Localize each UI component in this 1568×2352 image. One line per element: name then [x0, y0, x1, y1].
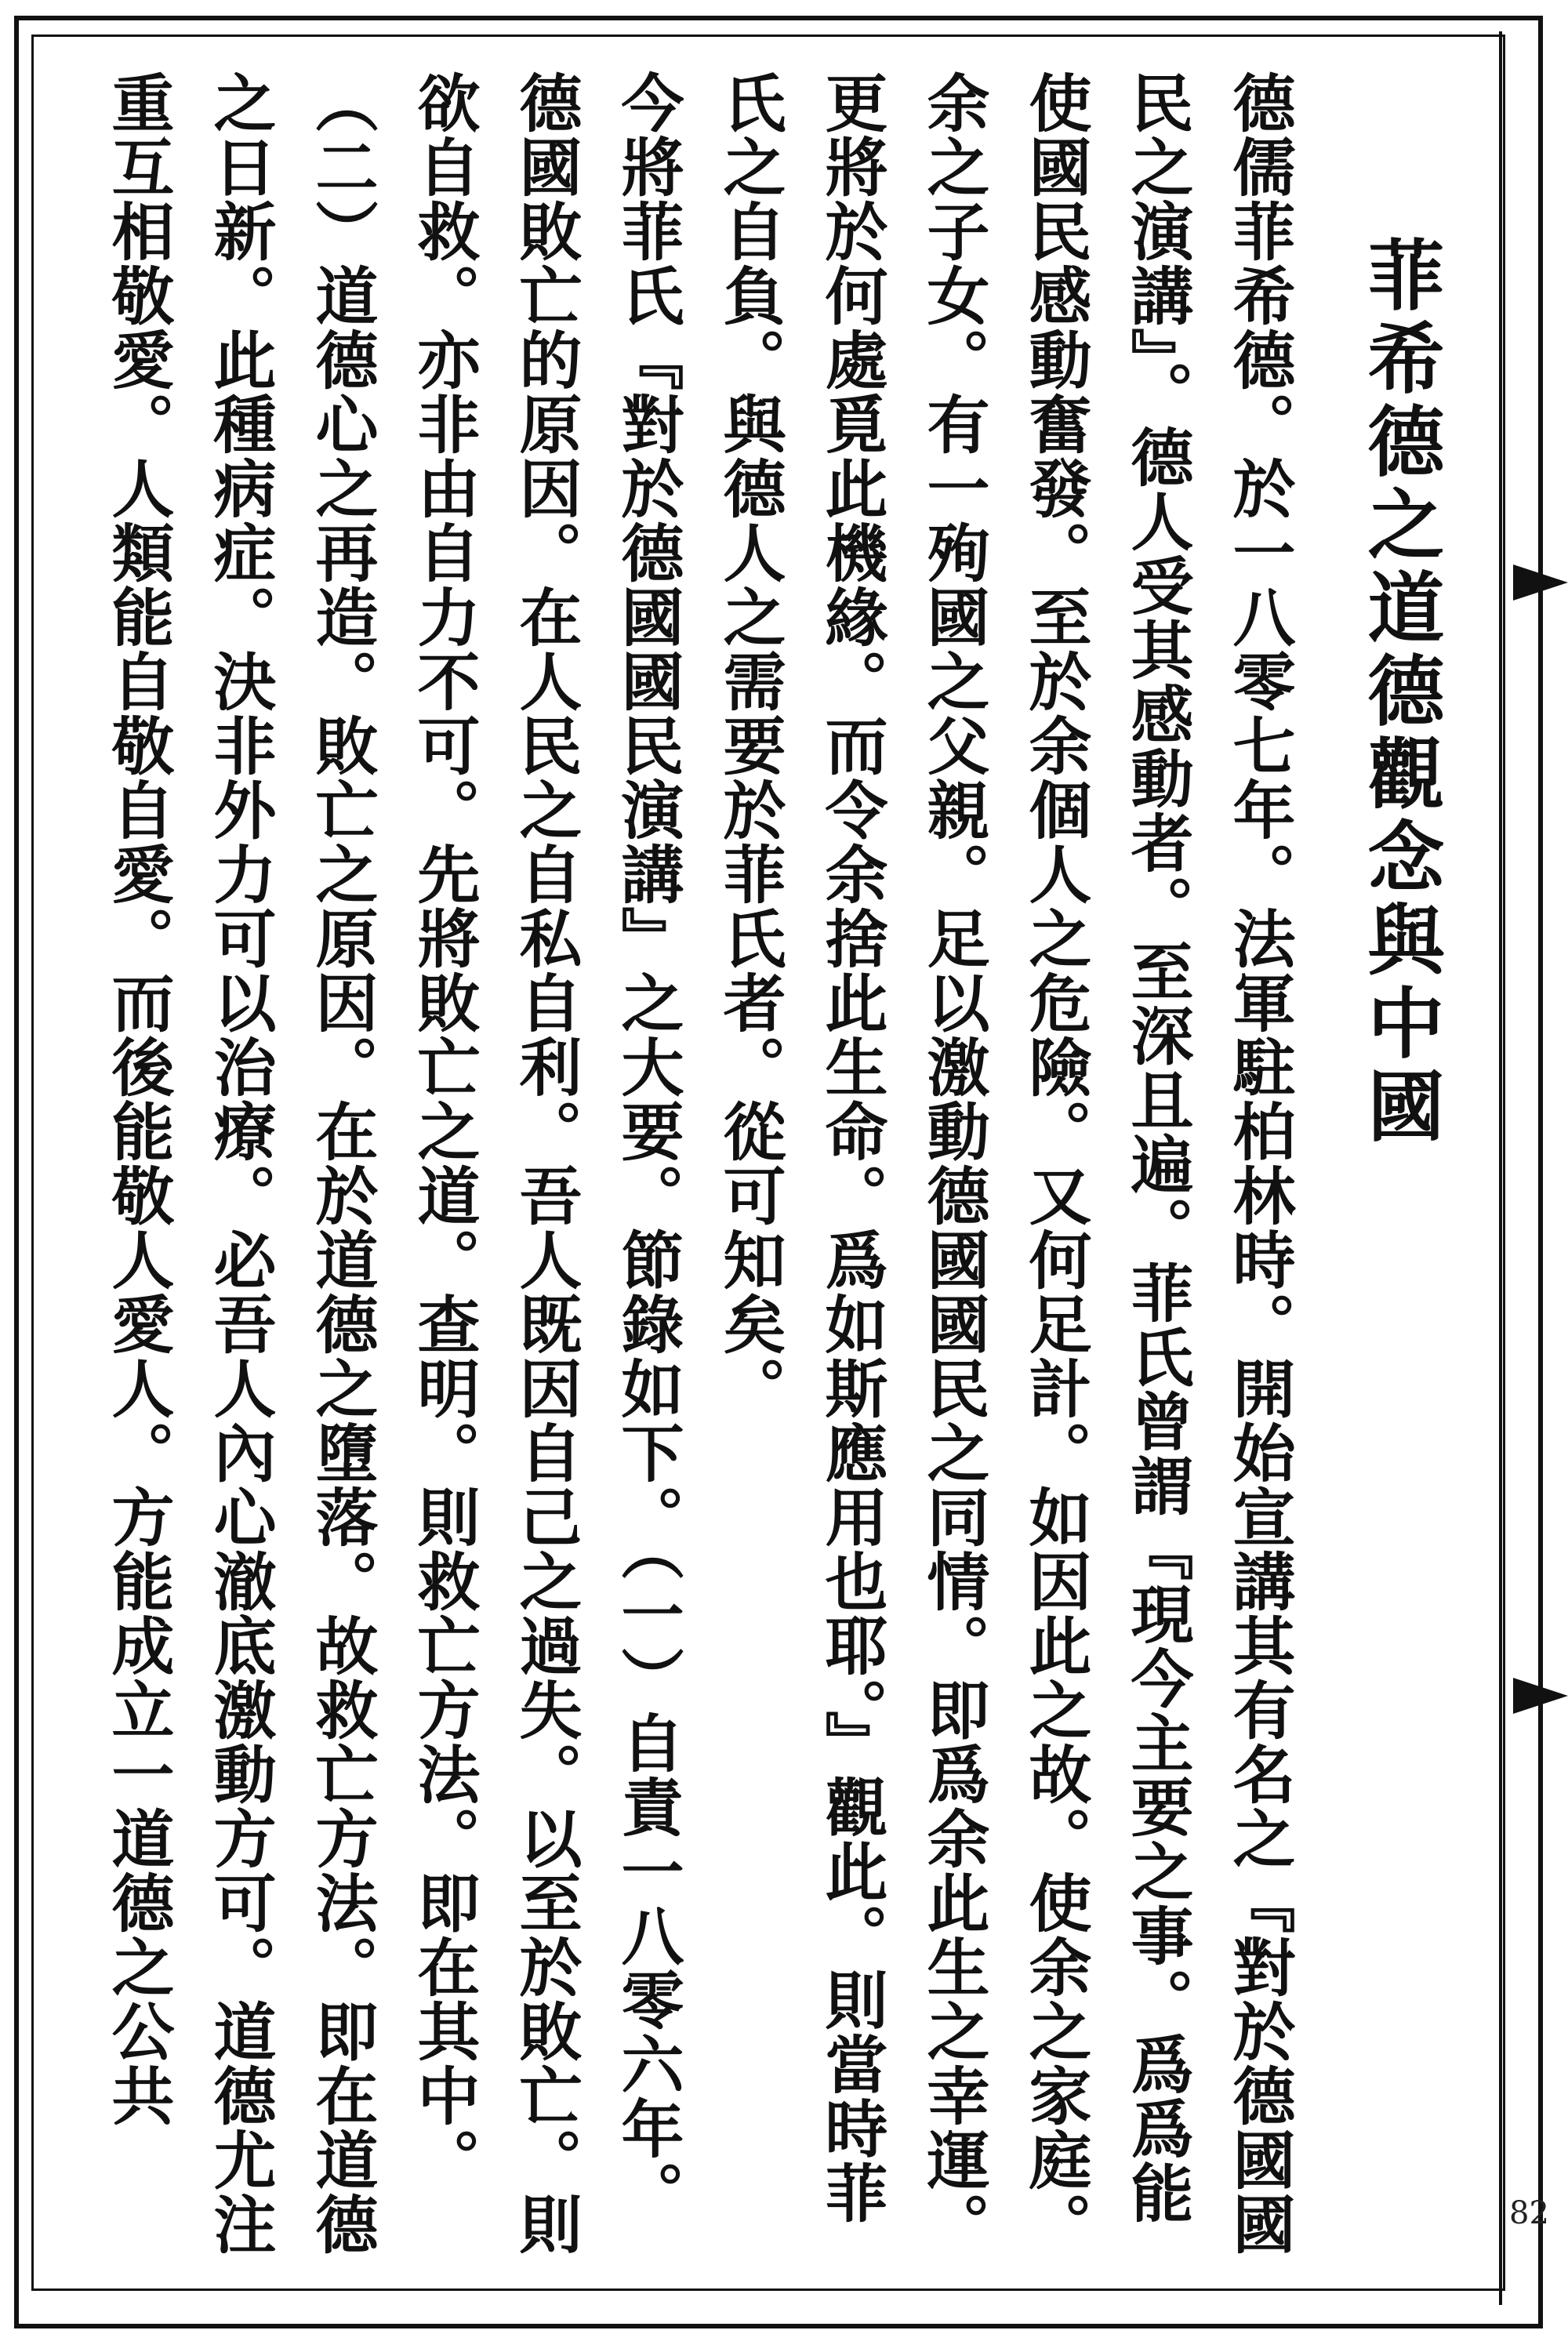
page-title: 菲希德之道德觀念與中國 — [1355, 235, 1444, 1149]
paragraph: 今將菲氏『對於德國國民演講』之大要。節錄如下。（一）自責一八零六年。德國敗亡的原因。在人民之自私自利。吾人既因自己之過失。以至於敗亡。則欲自救。亦非由自力不可。先將敗亡之道。查明。則救亡方法。即在其中。（二）道德心之再造。敗亡之原因。在於道德之墮落。故救亡方法。即在道德之日新。此種病症。決非外力可以治療。必吾人內心澈底激動方可。道德尤注重互相敬愛。人類能自敬自愛。而後能敬人愛人。方能成立一道德之公共 — [101, 71, 684, 2256]
page-number: 82 — [1509, 2195, 1549, 2231]
paragraph: 德儒菲希德。於一八零七年。法軍駐柏林時。開始宣講其有名之『對於德國國民之演講』。德人受其感動者。至深且遍。菲氏曾謂『現今主要之事。爲爲能使國民感動奮發。至於余個人之危險。又何足計。如因此之故。使余之家庭。余之子女。有一殉國之父親。足以激動德國國民之同情。即爲余此生之幸運。更將於何處覓此機緣。而令余捨此生命。爲如斯應用也耶。』觀此。則當時菲氏之自負。與德人之需要於菲氏者。從可知矣。 — [713, 71, 1295, 2256]
body-text — [101, 71, 1309, 2281]
margin-rule — [1499, 31, 1502, 2305]
